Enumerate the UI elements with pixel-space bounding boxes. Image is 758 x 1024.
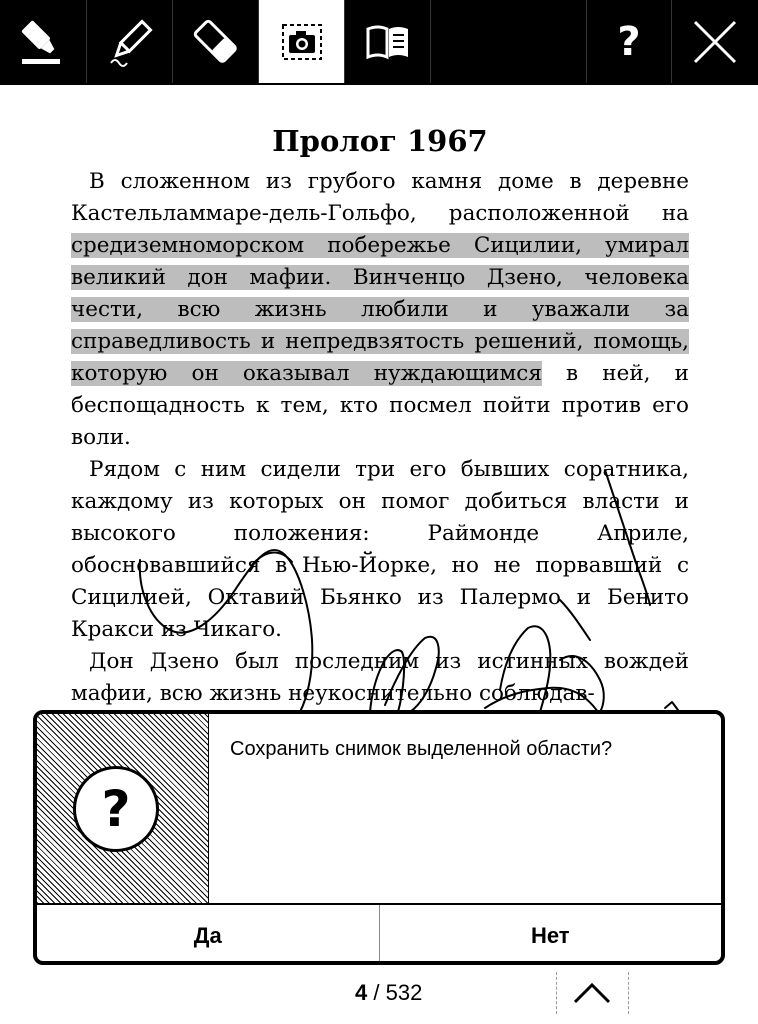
help-button[interactable] bbox=[586, 0, 672, 83]
footer-divider bbox=[628, 972, 630, 1014]
paragraph: Рядом с ним сидели три его бывших соратника, каждому из которых он помог добиться власти и высокого положения: Раймонде Априле, обосновавшийся в Нью-Йорке, но не порвавший с Сицилией, Октавий Бьянко из Палермо и Бенито Кракси из Чикаго. bbox=[71, 457, 689, 642]
page-indicator[interactable] bbox=[355, 980, 422, 1006]
close-icon bbox=[691, 18, 739, 66]
highlighter-icon bbox=[18, 17, 68, 67]
no-button[interactable]: Нет bbox=[379, 905, 722, 965]
toolbar bbox=[0, 0, 758, 85]
book-page bbox=[71, 122, 689, 710]
eraser-icon bbox=[191, 17, 241, 67]
paragraph bbox=[71, 166, 689, 454]
yes-button[interactable]: Да bbox=[193, 923, 222, 948]
chevron-up-icon bbox=[573, 980, 611, 1006]
dialog-icon-panel bbox=[37, 714, 209, 903]
paragraph: Дон Дзено был последним из истинных вождей мафии, всю жизнь неукоснительно соблюдав- bbox=[71, 649, 689, 706]
snapshot-tool-button[interactable] bbox=[259, 0, 345, 83]
book-text bbox=[71, 166, 689, 710]
book-icon bbox=[363, 17, 413, 67]
dialog-buttons bbox=[37, 903, 721, 965]
page-separator: / bbox=[367, 980, 386, 1005]
highlighted-text[interactable]: средиземноморском побережье Сицилии, умирал великий дон мафии. Винченцо Дзено, человека чести, всю жизнь любили и уважали за справедливость и непредвзятость решений, помощь, которую он оказывал нуждающимся bbox=[71, 233, 689, 386]
total-pages: 532 bbox=[385, 980, 423, 1005]
camera-icon bbox=[277, 17, 327, 67]
help-icon: ? bbox=[617, 18, 641, 65]
chapter-title: Пролог 1967 bbox=[272, 124, 488, 158]
save-snapshot-dialog bbox=[33, 710, 725, 965]
notes-tool-button[interactable] bbox=[345, 0, 431, 83]
eraser-tool-button[interactable] bbox=[173, 0, 259, 83]
pencil-icon bbox=[105, 17, 155, 67]
close-button[interactable] bbox=[672, 0, 758, 83]
paragraph-text: в ней, и беспощадность к тем, кто посмел пойти против его воли. bbox=[71, 361, 689, 450]
pencil-tool-button[interactable] bbox=[87, 0, 173, 83]
current-page: 4 bbox=[355, 980, 368, 1005]
question-icon: ? bbox=[73, 766, 159, 852]
dialog-message: Сохранить снимок выделенной области? bbox=[230, 738, 613, 760]
menu-up-button[interactable] bbox=[573, 980, 611, 1010]
footer-divider bbox=[556, 972, 558, 1014]
paragraph-text: В сложенном из грубого камня доме в деревне Кастельламмаре-дель-Гольфо, расположенной на bbox=[71, 169, 689, 226]
highlighter-tool-button[interactable] bbox=[0, 0, 87, 83]
